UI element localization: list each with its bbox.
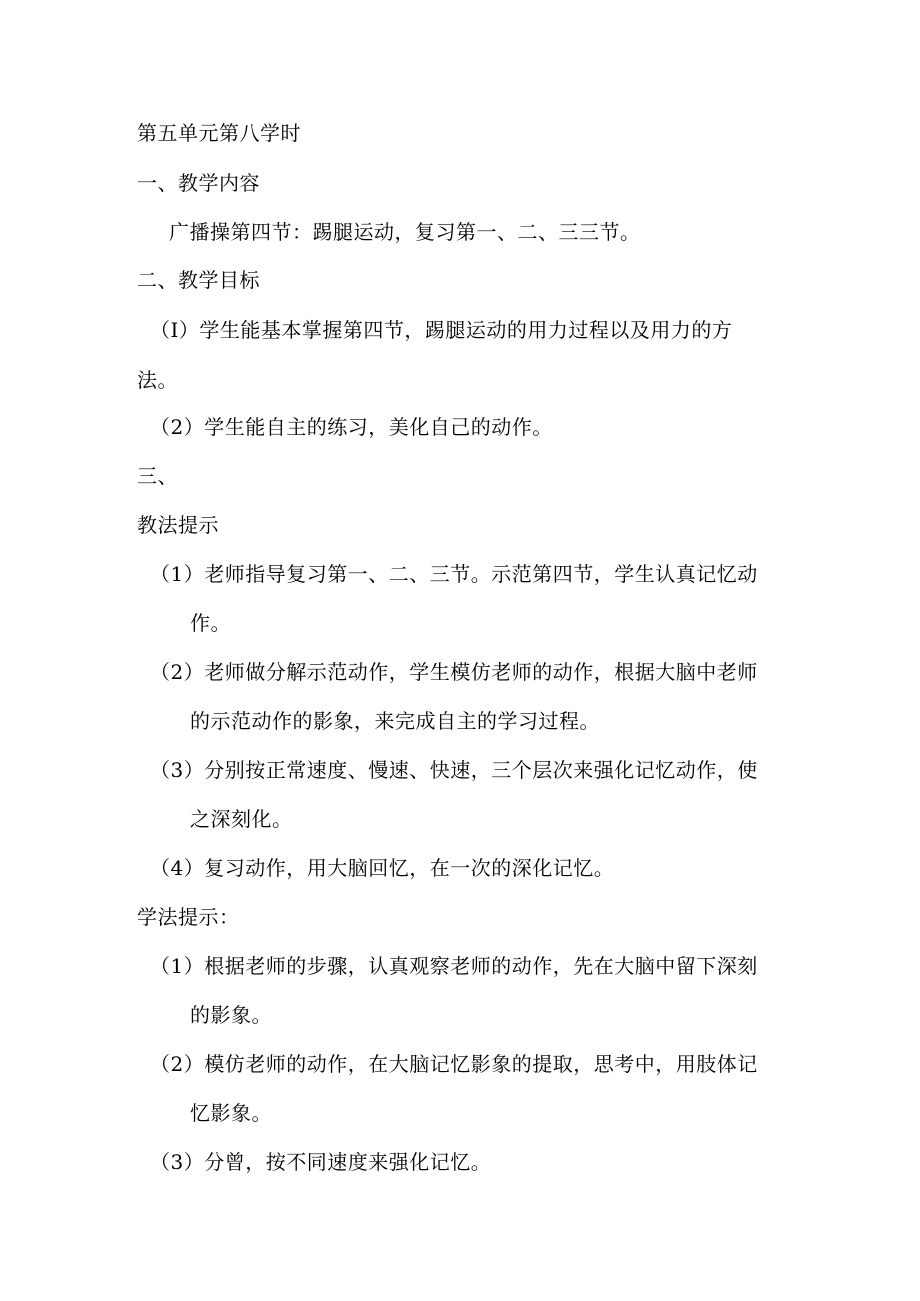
teaching-tip-1-line-1: （1）老师指导复习第一、二、三节。示范第四节，学生认真记忆动	[150, 562, 758, 586]
teaching-content-text: 广播操第四节：踢腿运动，复习第一、二、三三节。	[169, 220, 641, 244]
section-heading-three: 三、	[137, 464, 178, 488]
learning-tip-1-line-1: （1）根据老师的步骤，认真观察老师的动作，先在大脑中留下深刻	[150, 954, 758, 978]
teaching-tip-3-line-2: 之深刻化。	[190, 807, 293, 831]
learning-tip-2-line-1: （2）模仿老师的动作，在大脑记忆影象的提取，思考中，用肢体记	[150, 1052, 758, 1076]
goal-item-2: （2）学生能自主的练习，美化自己的动作。	[150, 415, 553, 439]
learning-tip-1-line-2: 的影象。	[190, 1003, 272, 1027]
teaching-tip-1-line-2: 作。	[190, 611, 231, 635]
section-heading-teaching-content: 一、教学内容	[137, 171, 260, 195]
section-heading-teaching-tips: 教法提示	[137, 513, 219, 537]
teaching-tip-3-line-1: （3）分别按正常速度、慢速、快速，三个层次来强化记忆动作，使	[150, 758, 758, 782]
document-title: 第五单元第八学时	[137, 121, 301, 145]
section-heading-learning-tips: 学法提示：	[137, 905, 240, 929]
teaching-tip-4: （4）复习动作，用大脑回忆，在一次的深化记忆。	[150, 856, 615, 880]
teaching-tip-2-line-2: 的示范动作的影象，来完成自主的学习过程。	[190, 709, 600, 733]
teaching-tip-2-line-1: （2）老师做分解示范动作，学生模仿老师的动作，根据大脑中老师	[150, 660, 758, 684]
learning-tip-3: （3）分曾，按不同速度来强化记忆。	[150, 1150, 492, 1174]
learning-tip-2-line-2: 忆影象。	[190, 1101, 272, 1125]
section-heading-teaching-goals: 二、教学目标	[137, 268, 260, 292]
goal-item-1-line-1: （I）学生能基本掌握第四节，踢腿运动的用力过程以及用力的方	[150, 318, 733, 342]
goal-item-1-line-2: 法。	[137, 368, 178, 392]
